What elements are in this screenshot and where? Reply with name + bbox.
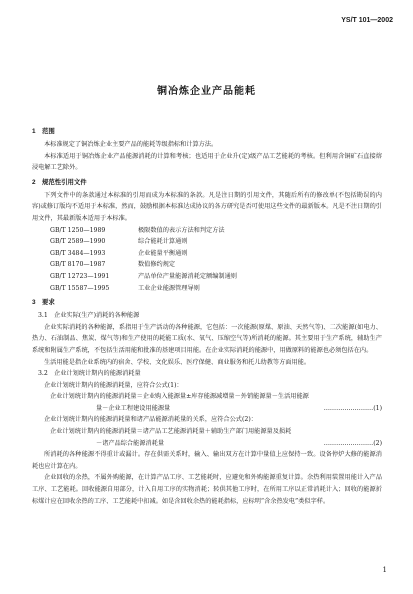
document-title: 铜冶炼企业产品能耗 — [157, 86, 256, 97]
reference-item: GB/T 15587—1995 工业企业能源管理导则 — [50, 284, 200, 292]
document-body — [32, 123, 382, 507]
paragraph: 本标准适用于铜冶炼企业产品能源消耗的计算和考核；也适用于企业升(定)级产品工艺能耗的考核。但利用含铜矿石直接熔浸电解工艺除外。 — [32, 152, 382, 172]
reference-item: GB/T 3484—1993 企业能量平衡通则 — [50, 249, 188, 257]
paragraph: 企业计划统计期内的能源消耗量和诸产品能源消耗量的关系，应符合公式(2)： — [44, 416, 257, 424]
paragraph: 企业回收的余热，不属外购能源，在计算产品工序、工艺能耗时，应避免和外购能源重复计算。余热利用装置用能计入产品工序、工艺能耗。回收能源自用部分，计入自用工序的实物消耗；转供其他工序时，在所用工序以正常消耗计入；回收的能源折标煤计应在回收余热的工序、工艺能耗中扣减。如是含回收余热的能耗指标，应标明“含余热发电”类似字样。 — [32, 474, 382, 505]
reference-list — [32, 225, 382, 295]
paragraph: 企业计划统计期内的能源消耗量，应符合公式(1)： — [44, 381, 183, 389]
section-heading-requirements: 3 要求 — [32, 299, 55, 307]
page-number: 1 — [382, 566, 387, 574]
formula-1: 企业计划统计期内的能源消耗量＝企业购入能源量±库存能源减增量－外销能源量－生活用能源 量－企业工程建设用能源量 ……………………(1) — [32, 391, 382, 414]
formula-number: ……………………(2) — [323, 439, 382, 447]
section-heading-references: 2 规范性引用文件 — [32, 178, 87, 186]
section-heading-scope: 1 范围 — [32, 128, 55, 135]
formula-2: 企业计划统计期内的能源消耗量＝诸产品工艺能源消耗量＋辅助生产部门用能源量及损耗 －诸产品综合能源消耗量 ……………………(2) — [32, 426, 382, 449]
reference-item: GB/T 1250—1989 极限数值的表示方法和判定方法 — [50, 226, 225, 234]
paragraph: 所消耗的各种能源不得重计或漏计。存在供需关系时，输入、输出双方在计算中量值上应保持一致。设备停炉大修的能源消耗也应计算在内。 — [32, 451, 382, 470]
reference-item: GB/T 8170—1987 数值修约规定 — [50, 261, 176, 269]
reference-item: GB/T 2589—1990 综合能耗计算通则 — [50, 238, 188, 246]
paragraph: 下列文件中的条款通过本标准的引用而成为本标准的条款。凡是注日期的引用文件，其随后所有的修改单(不包括勘误的内容)或修订版均不适用于本标准，然而，鼓励根据本标准达成协议的各方研究是否可使用这些文件的最新版本。凡是不注日期的引用文件，其最新版本适用于本标准。 — [32, 191, 382, 222]
standard-code: YS/T 101—2002 — [341, 17, 393, 24]
subsection-heading: 3.1 企业实际(生产)消耗的各种能源 — [38, 312, 140, 320]
reference-item: GB/T 12723—1991 产品单位产量能源消耗定额编制通则 — [50, 272, 237, 280]
paragraph: 企业实际消耗的各种能源，系指用于生产活动的各种能源，它包括：一次能源(原煤、原油、天然气等)、二次能源(如电力、热力、石油制品、焦炭、煤气等)和生产使用的耗能工质(水、氧气、压缩空气等)所消耗的能源。其主要用于生产系统，辅助生产系统和附属生产系统，不包括生活用能和批准的基建项目用能。在企业实际消耗的能源中，用做原料的能源也必须包括在内。 — [32, 323, 382, 354]
paragraph: 生活用能是指企业系统内的宿舍、学校、文化娱乐、医疗保健、商业服务和托儿幼教等方面用能。 — [44, 358, 311, 366]
formula-number: ……………………(1) — [323, 404, 382, 412]
paragraph: 本标准规定了铜冶炼企业主要产品的能耗等级指标和计算方法。 — [44, 141, 218, 148]
subsection-heading: 3.2 企业计划统计期内的能源消耗量 — [38, 370, 141, 378]
